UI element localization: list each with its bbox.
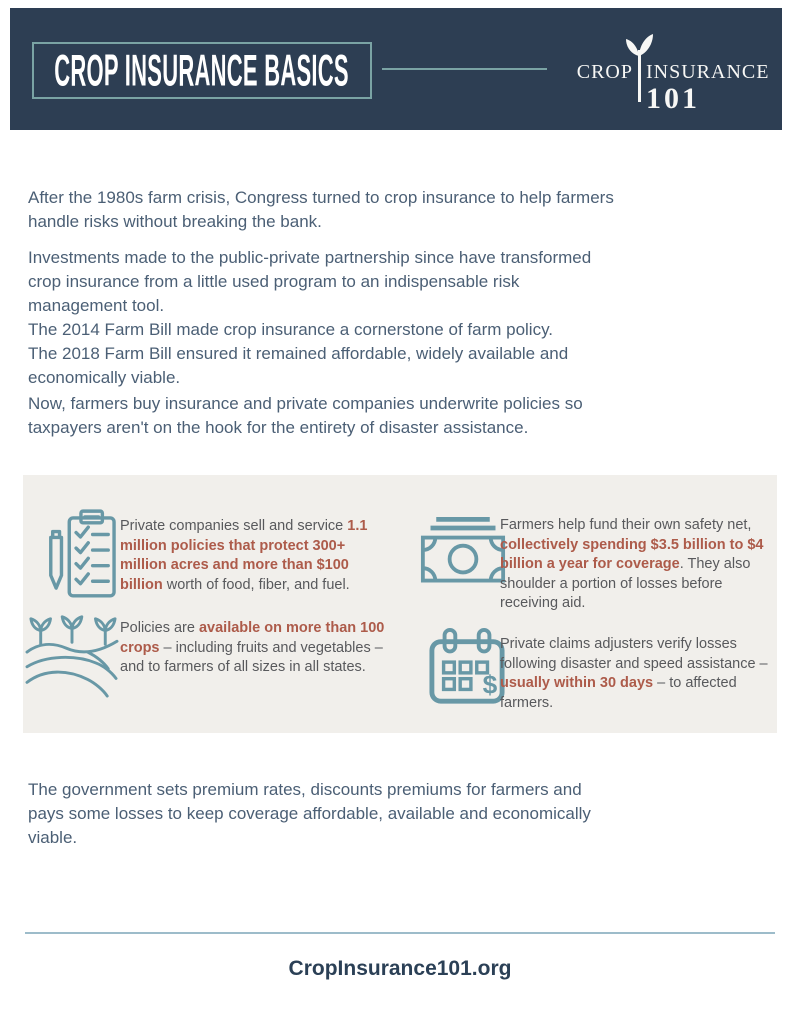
checklist-clipboard-icon [42,505,116,601]
highlighted-text: available on more than 100 crops [120,620,385,656]
intro-paragraph-3: The 2014 Farm Bill made crop insurance a cornerstone of farm policy. The 2018 Farm Bill ensured it remained affordable, widely available and economically viable. [28,320,569,387]
fact-text-policies [120,517,384,595]
calendar-claims-icon [428,627,506,707]
crops-field-icon [25,609,119,699]
logo-stem [638,50,641,102]
facts-box [23,475,777,733]
plain-text: Policies are [120,620,199,636]
intro-paragraph-4: Now, farmers buy insurance and private companies underwrite policies so taxpayers aren't on the hook for the entirety of disaster assistance. [28,394,583,437]
plain-text: Farmers help fund their own safety net, [500,517,752,533]
highlighted-text: usually within 30 days [500,675,654,691]
page-title-box [32,42,372,99]
svg-text:$: $ [482,669,498,700]
header-banner [10,8,782,130]
plain-text: . They also shoulder a portion of losses before receiving aid. [500,556,751,611]
plain-text: Private claims adjusters verify losses following disaster and speed assistance – [500,636,768,672]
intro-paragraph-1: After the 1980s farm crisis, Congress turned to crop insurance to help farmers handle risks without breaking the bank. [28,188,614,231]
logo-text-101: 101 [646,82,700,115]
footer-divider-line [25,932,775,934]
highlighted-text: 1.1 million policies that protect 300+ million acres and more than $100 billion [120,518,368,593]
fact-text-crops [120,619,388,678]
highlighted-text: collectively spending $3.5 billion to $4 billion a year for coverage [500,536,764,572]
logo-text-crop: CROP [576,61,633,83]
money-icon [420,515,506,585]
logo-text-insurance: INSURANCE [646,61,770,83]
plain-text: worth of food, fiber, and fuel. [162,576,350,593]
footer-website-link[interactable]: CropInsurance101.org [288,957,512,980]
page-title: CROP INSURANCE BASICS [54,45,350,95]
fact-text-adjusters [500,635,772,713]
intro-paragraph-2: Investments made to the public-private partnership since have transformed crop insurance from a little used program to an indispensable risk management tool. [28,248,592,315]
crop-insurance-101-logo [575,8,782,130]
plain-text: – including fruits and vegetables – and to farmers of all sizes in all states. [120,639,383,675]
header-divider-line [382,68,547,70]
fact-text-funding [500,516,776,614]
plain-text: – to affected farmers. [500,675,737,711]
plain-text: Private companies sell and service [120,518,348,534]
closing-paragraph: The government sets premium rates, discounts premiums for farmers and pays some losses to keep coverage affordable, available and economically viable. [28,780,591,847]
